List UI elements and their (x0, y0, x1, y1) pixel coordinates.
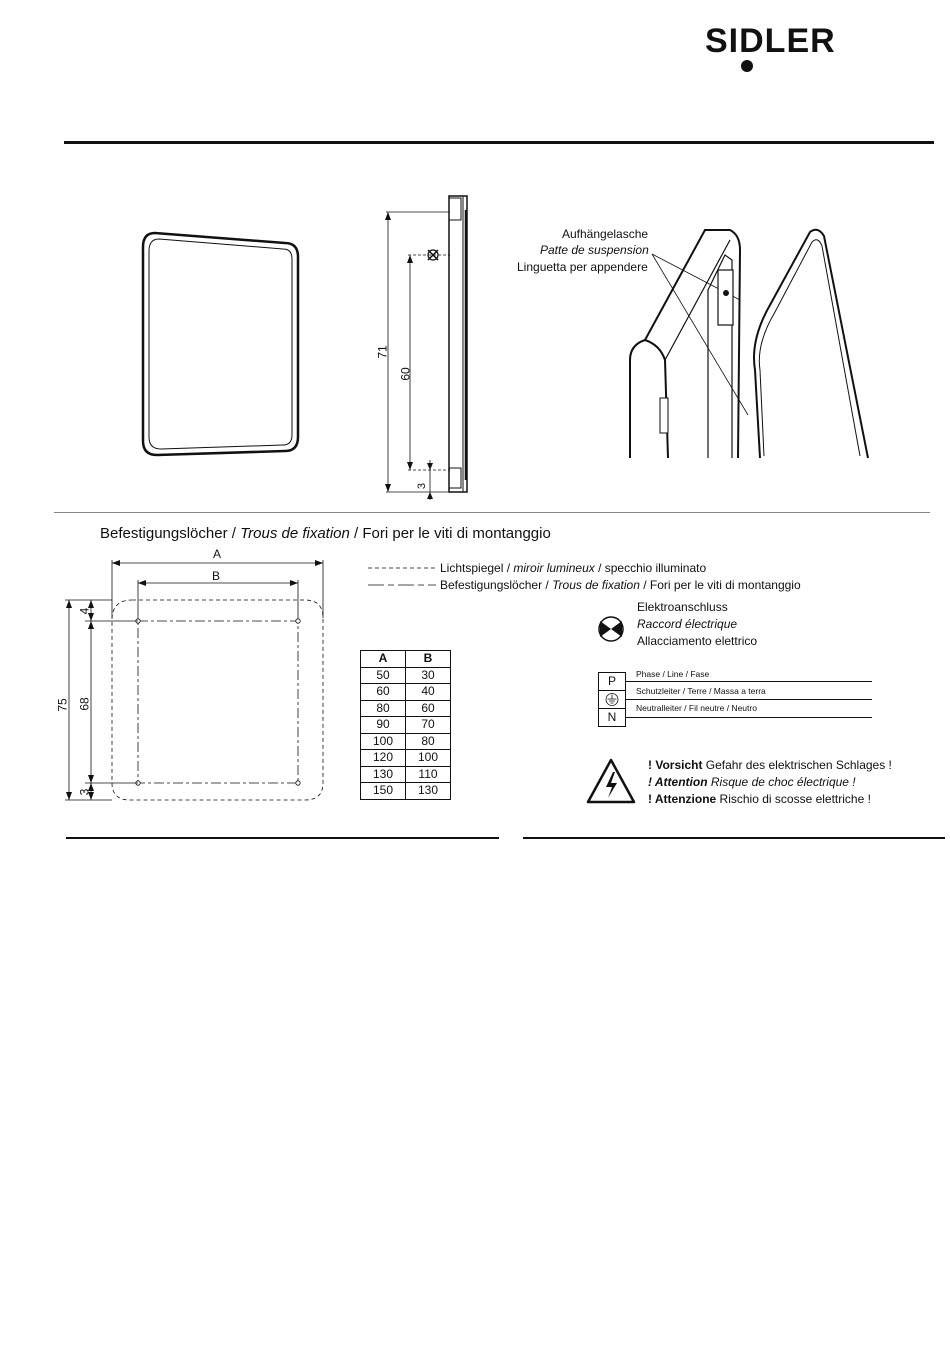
terminal-earth-label: Schutzleiter / Terre / Massa a terra (636, 686, 766, 696)
table-cell: 30 (406, 667, 451, 684)
table-cell: 60 (361, 684, 406, 701)
legend-lines (366, 562, 438, 592)
connection-label-de: Elektroanschluss (637, 600, 728, 614)
footer-rule-right (523, 837, 945, 839)
bracket-label-de: Aufhängelasche (562, 227, 649, 241)
legend-mirror-it: / specchio illuminato (594, 561, 707, 575)
terminal-earth-box (598, 690, 626, 709)
dim-60-label: 60 (398, 367, 413, 381)
table-cell: 110 (406, 766, 451, 783)
bracket-label-fr: Patte de suspension (540, 243, 649, 257)
table-row (361, 667, 451, 684)
plan-label-a: A (213, 547, 222, 561)
warning-it-rest: Rischio di scosse elettriche ! (716, 792, 871, 806)
table-cell: 130 (406, 783, 451, 800)
warning-it-strong: ! Attenzione (648, 792, 717, 806)
table-row (361, 700, 451, 717)
bracket-label-it: Linguetta per appendere (517, 260, 648, 274)
warning-de (648, 758, 892, 772)
mounting-heading-fr: Trous de fixation (240, 525, 350, 542)
table-row (361, 733, 451, 750)
terminal-block (598, 669, 878, 726)
table-cell: 70 (406, 717, 451, 734)
table-cell: 40 (406, 684, 451, 701)
legend-holes-it: / Fori per le viti di montanggio (639, 578, 801, 592)
plan-label-b: B (212, 569, 221, 583)
section-separator (54, 512, 930, 513)
table-cell: 100 (361, 733, 406, 750)
terminal-line-1 (626, 681, 872, 682)
table-cell: 150 (361, 783, 406, 800)
legend-mirror-fr: miroir lumineux (513, 561, 595, 575)
mirror-front-view (135, 225, 310, 465)
table-row (361, 717, 451, 734)
warning-fr-rest: Risque de choc électrique ! (707, 775, 856, 789)
footer-rule-left (66, 837, 499, 839)
table-cell: 50 (361, 667, 406, 684)
header-rule (64, 141, 934, 144)
table-cell: 130 (361, 766, 406, 783)
table-cell: 80 (406, 733, 451, 750)
warning-de-rest: Gefahr des elektrischen Schlages ! (702, 758, 892, 772)
plan-label-4: 4 (77, 607, 92, 615)
legend-holes (440, 578, 801, 592)
terminal-line-2 (626, 699, 872, 700)
table-row (361, 684, 451, 701)
earth-icon (599, 691, 625, 708)
sidler-logo (705, 22, 910, 74)
electrical-connection-icon (597, 615, 625, 643)
dim-3-label: 3 (416, 482, 429, 490)
table-row (361, 766, 451, 783)
table-cell: 80 (361, 700, 406, 717)
mounting-heading-it: / Fori per le viti di montanggio (349, 525, 551, 542)
table-header-a: A (361, 651, 406, 668)
connection-label-it: Allacciamento elettrico (637, 634, 758, 648)
plan-label-75: 75 (55, 698, 70, 712)
terminal-neutral-box: N (598, 708, 626, 727)
terminal-phase-box: P (598, 672, 626, 691)
connection-label-fr: Raccord électrique (637, 617, 738, 631)
terminal-neutral-label: Neutralleiter / Fil neutre / Neutro (636, 703, 757, 713)
warning-de-strong: ! Vorsicht (648, 758, 703, 772)
electric-warning-icon (586, 758, 636, 804)
legend-holes-fr: Trous de fixation (552, 578, 640, 592)
dimension-table (360, 650, 451, 800)
table-cell: 60 (406, 700, 451, 717)
table-cell: 120 (361, 750, 406, 767)
bracket-detail-view (620, 220, 880, 465)
table-header-b: B (406, 651, 451, 668)
plan-label-68: 68 (77, 697, 92, 711)
table-cell: 100 (406, 750, 451, 767)
dim-71-label: 71 (375, 345, 390, 359)
legend-mirror (440, 561, 706, 575)
terminal-line-3 (626, 717, 872, 718)
legend-mirror-de: Lichtspiegel / (440, 561, 514, 575)
table-row (361, 750, 451, 767)
warning-fr-strong: ! Attention (648, 775, 708, 789)
warning-it (648, 792, 871, 806)
mounting-hole-plan (55, 548, 345, 813)
terminal-phase-label: Phase / Line / Fase (636, 669, 710, 679)
mounting-heading-de: Befestigungslöcher / (100, 525, 241, 542)
legend-holes-de: Befestigungslöcher / (440, 578, 553, 592)
plan-label-3: 3 (77, 788, 92, 796)
table-cell: 90 (361, 717, 406, 734)
table-row (361, 783, 451, 800)
table-header-row (361, 651, 451, 668)
logo-text: SIDLER (705, 22, 836, 60)
mounting-heading (100, 525, 551, 542)
warning-fr (648, 775, 856, 789)
